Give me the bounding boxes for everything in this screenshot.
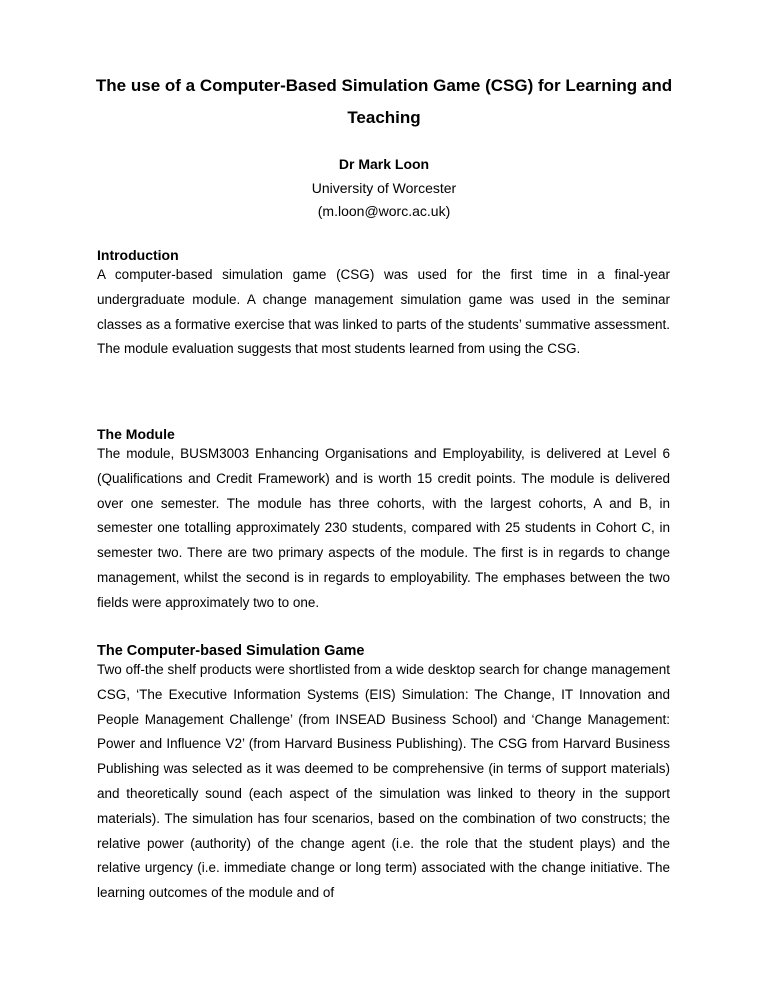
- section-body-introduction: A computer-based simulation game (CSG) was used for the first time in a final-year undergraduate module. A change management simulation game was used in the seminar classes as a formative exercise that was linked to parts of the students’ summative assessment. The module evaluation suggests that most students learned from using the CSG.: [97, 267, 670, 357]
- author-affiliation: University of Worcester: [311, 180, 457, 196]
- section-heading-module: The Module: [97, 426, 175, 442]
- document-title: The use of a Computer-Based Simulation Game (CSG) for Learning and Teaching: [95, 76, 673, 127]
- section-heading-simulation-game: The Computer-based Simulation Game: [97, 643, 365, 659]
- section-body-module: The module, BUSM3003 Enhancing Organisations and Employability, is delivered at Level 6 (Qualifications and Credit Framework) and is worth 15 credit points. The module is delivered over one semester. The module has three cohorts, with the largest cohorts, A and B, in semester one totalling approximately 230 students, compared with 25 students in Cohort C, in semester two. There are two primary aspects of the module. The first is in regards to change management, whilst the second is in regards to employability. The emphases between the two fields were approximately two to one.: [97, 446, 670, 610]
- author-name: Dr Mark Loon: [338, 156, 430, 172]
- section-heading-introduction: Introduction: [97, 247, 179, 263]
- author-email: (m.loon@worc.ac.uk): [317, 203, 451, 219]
- section-body-simulation-game: Two off-the shelf products were shortlisted from a wide desktop search for change management CSG, ‘The Executive Information Systems (EIS) Simulation: The Change, IT Innovation and People Management Challenge’ (from INSEAD Business School) and ‘Change Management: Power and Influence V2’ (from Harvard Business Publishing). The CSG from Harvard Business Publishing was selected as it was deemed to be comprehensive (in terms of support materials) and theoretically sound (each aspect of the simulation was linked to theory in the support materials). The simulation has four scenarios, based on the combination of two constructs; the relative power (authority) of the change agent (i.e. the role that the student plays) and the relative urgency (i.e. immediate change or long term) associated with the change initiative. The learning outcomes of the module and of: [97, 662, 670, 901]
